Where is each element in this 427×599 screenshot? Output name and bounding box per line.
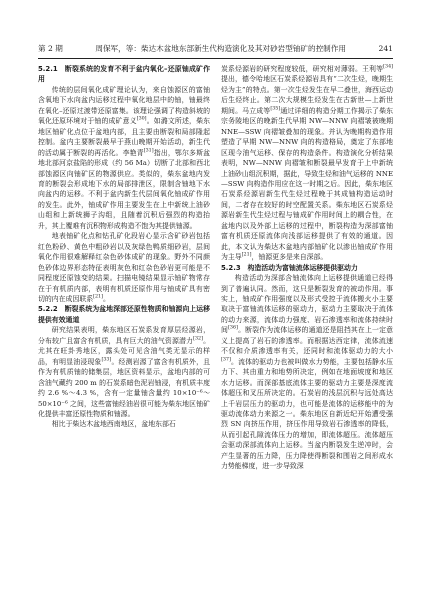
citation: [32]	[193, 336, 203, 342]
citation: [31]	[143, 148, 154, 154]
citation: [21]	[241, 252, 252, 258]
page-number: 241	[378, 44, 393, 53]
citation: [30]	[136, 116, 147, 122]
citation: [36]	[228, 326, 238, 332]
body-paragraph: 地表铀矿化点和钻孔矿化段岩心显示含矿砂岩包括红色粉砂、黄色中粗砂岩以及灰绿色鸭质细砂岩，层间氧化作用很难解释红杂色砂体成矿的现象。野外不同颜色砂体边界形态特征表明灰色和红杂色砂岩更可能是不同程度还原蚀变的结果。扫描电镜结果显示铀矿物常存在于有机质内部，表明有机质还原作用与铀成矿具有密切的内在成因联系[21]。	[38, 232, 210, 303]
body-paragraph: 炭系烃源岩的研究程度较低，研究相对薄弱。王利等[34]提出，德令哈地区石炭系烃源岩具有“二次生烃，晚期生烃为主”的特点。第一次生烃发生在早二叠世，海西运动后生烃终止。第二次大规模生烃发生在古新世—上新世期间。马立成等[35]通过详细的构造分期工作揭示了柴东宗务陵地区的晚新生代早期 NW—NNW 向褶皱被晚期 NNE—SSW 向褶皱叠加的现象。并认为晚期构造作用塑造了早期 NW—NNW 向的构造格局，奠定了东部地区现今油气运移、保存的构造条件。构造演化分析结果表明，NW—NNW 向褶皱和断裂最早发育于上中新统上油砂山组沉积期，据此，导致生烃和油气运移的 NNE—SSW 向构造作用应在这一时期之后。因此，柴东地区石炭系烃源岩新生代生烃过程晚于其成铀构造运动时间，二者存在较好的时空配置关系。柴东地区石炭系烃源岩新生代生烃过程与铀成矿作用时间上的耦合性，在盆地内以及外部上运移的过程中，断裂构造为深部富铀富有机质还原流体向浅部运移提供了有效的通道。因此，本文认为柴达木盆地内部铀矿化以渗出铀成矿作用为主导[21]，铀源更多是来自深部。	[221, 64, 393, 262]
citation: [21]	[93, 294, 103, 300]
citation: [34]	[383, 64, 393, 70]
section-heading: 5.2.2 断裂系统为盆地深部还原性物质和铀源向上运移提供有效通道	[38, 305, 210, 324]
running-title: 周保军，等：柴达木盆地东部新生代构造演化及其对砂岩型铀矿的控制作用	[95, 44, 346, 53]
citation: [37]	[221, 357, 231, 363]
body-paragraph: 传统的层间氧化成矿理论认为，来自蚀源区的富铀含氧地下水向盆内运移过程中氧化地层中的铀，铀最终在氧化–还原过渡带还原富集。该理论强调了构造斜坡的氧化还原环境对于铀的成矿意义[30]。如潞文所述，柴东地区铀矿化点位于盆地内部，且主要由断裂和局部隆起控制。盆内主要断裂最早于燕山晚期开始活动，新生代的活动属于断裂的再活化。李艳青[31]指出，鄂尔多斯盆地北部河京盐陷的形成（约 56 Ma）切断了北部和西北部蚀源区向铀矿区的物源供应。类似的，柴东盆地内发育的断裂会形成地下水的局部排泄区，限制含铀地下水向盆内的运移。不利于盆内新生代层间氧化铀成矿作用的发生。此外，铀成矿作用主要发生在上中新统上油砂山组和上新统狮子沟组，且随着沉积后强烈的构造抬升，其上覆难有沉积物形成构造不饱为其提供铀源。	[38, 85, 210, 230]
citation: [33]	[101, 357, 112, 363]
citation: [35]	[270, 106, 281, 112]
issue-number: 第 2 期	[38, 44, 63, 53]
section-heading: 5.2.3 构造活动为富铀流体运移提供驱动力	[221, 263, 358, 272]
left-column	[38, 64, 210, 572]
header-rule	[38, 58, 393, 59]
body-paragraph: 构造活动为深部含铀流体向上运移提供通道已经得到了普遍认同。然而，这只是断裂发育的被动作用。事实上，铀成矿作用强度以及形式受控于流体搬火小主要取决于富铀流体运移的驱动力，驱动力主要取决于流体的动力来源，流体动力强度、岩石渗透率和流体持续时间[36]。断裂作为流体运移的通道还是阻挡其在上一定意义上提高了岩石的渗透率。而根据达西定律，流体流速不仅和介质渗透率有关，还同时和流体驱动力的大小[37]。流体的驱动力也被叫做水力势能，主要包括静水压力下、其由重力和地势所决定，例如在地面坡度和地区水力运移。而深部基底流体主要的驱动力主要是深度流体超压和叉压所决定的。石炭岩的浅层沉积与远处高达上千岩层压力的驱动力，也可能是流体的运移能中的为驱动流体动力来源之一。柴东地区自新近纪开始遭受强烈 SN 向挤压作用，挤压作用导致岩石渗透率的降低，从而引起孔隙流体压力的增加，即流体超压。流体超压会驱动深部流体向上运移。当盆内断裂发生逆冲时，会产生显著的压力降，压力降使得断裂和围岩之间形成水力势能梯度，进一步导致深	[221, 274, 393, 471]
running-header	[38, 42, 393, 56]
right-column	[221, 64, 393, 572]
section-heading: 5.2.1 断裂系统的发育不利于盆内氧化–还原铀成矿作用	[38, 65, 210, 84]
body-paragraph: 相比于柴达木盆地西南地区，盆地东部石	[51, 420, 176, 429]
body-paragraph: 研究结果表明，柴东地区石炭系发育厚层烃源岩，分布较广且富含有机质，具有巨大的油气资源潜力[32]。尤其在旺卦秀地区，露头处可见含油气类无显示的样品，有明显油浸现象[33]。经测岩源了富含有机质外，且作为有机质铀的储集层，地区资料显示，盆地内部的可含油气藏约 200 m 的石炭系暗色泥岩铀浸，有机质丰度约 2.6 %～4.3 %，含有一定量铀含量约 10×10⁻⁶～50×10⁻⁶ 之间，这些富铀经油岩很可能为柴东地区铀矿化提供丰富还原性物质和铀源。	[38, 326, 210, 418]
